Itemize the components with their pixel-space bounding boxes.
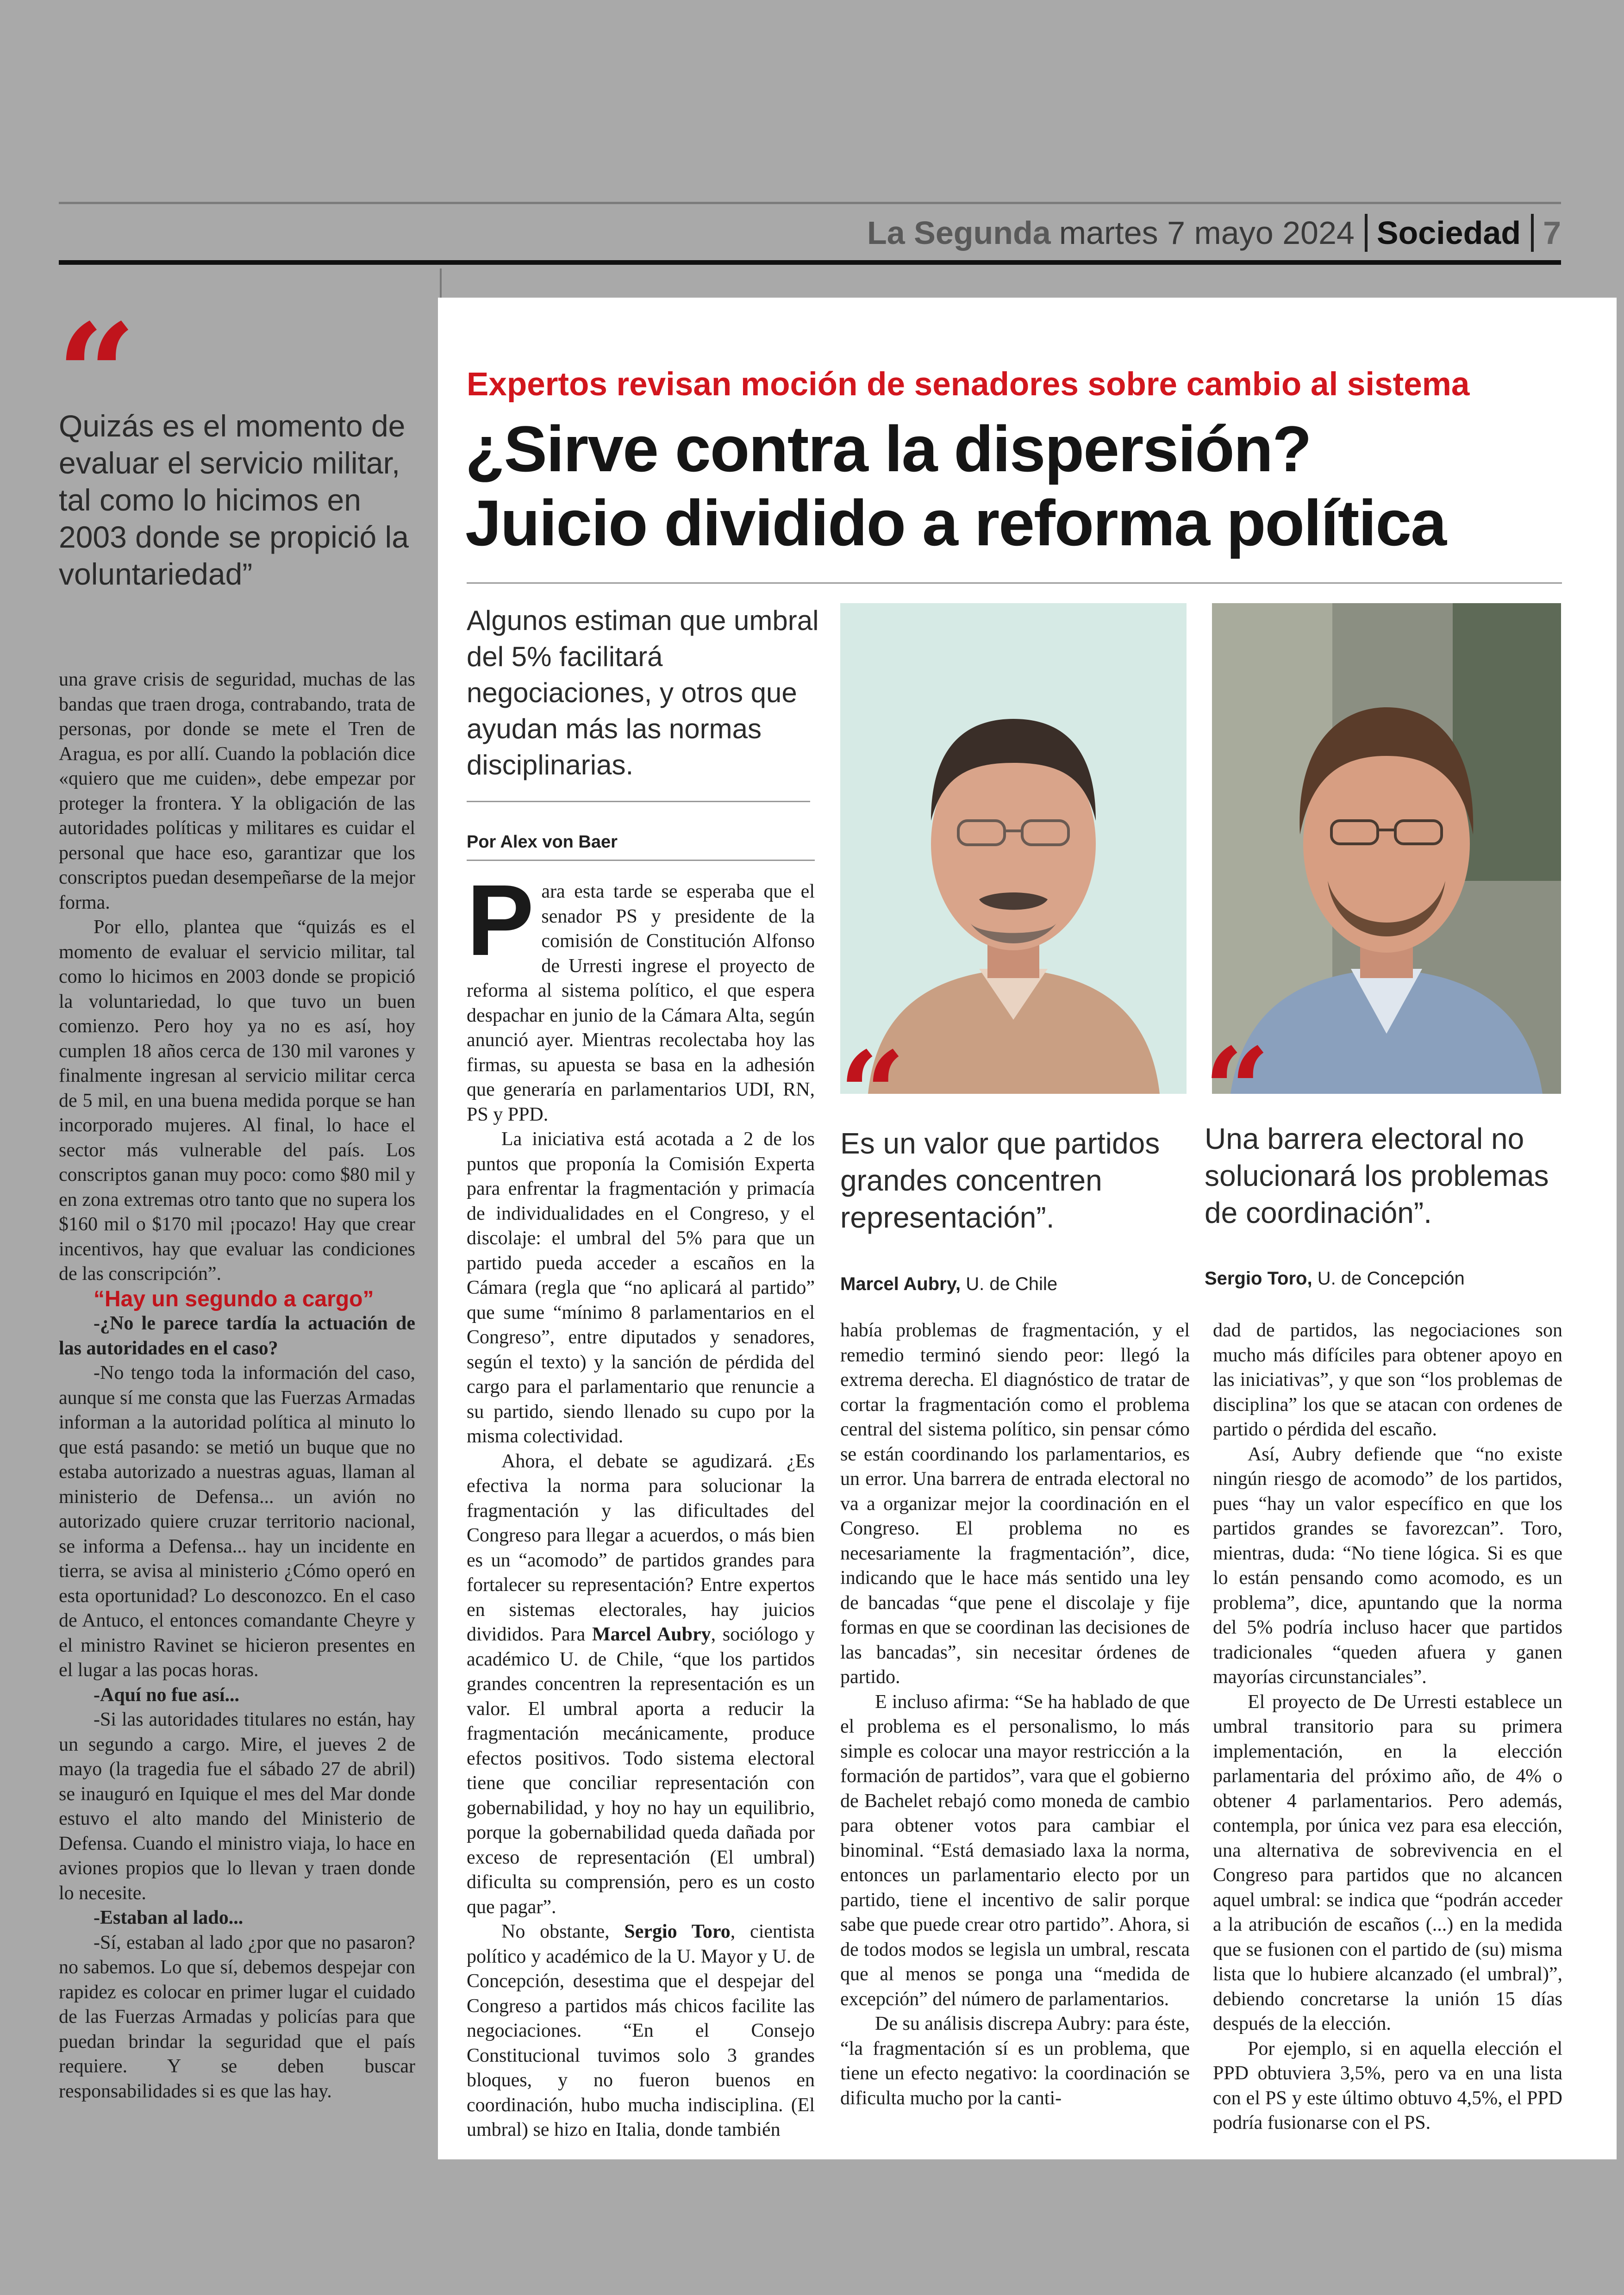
toro-quote-icon: “ <box>1204 1022 1270 1158</box>
left-paragraph: una grave crisis de seguridad, muchas de las bandas que traen droga, contrabando, trata de personas, por donde se mete el Tren de Aragua, es por allí. Cuando la población dice «quiero que me cuiden», debe empezar por proteger la frontera. Y la obligación de las autoridades políticas y militares es cuidar el personal que hace eso, garantizar que los conscriptos puedan desempeñarse de la mejor forma. <box>59 669 415 913</box>
aubry-pull-quote: Es un valor que partidos grandes concentren representación”. <box>840 1127 1160 1234</box>
lead-rule <box>467 801 810 802</box>
aubry-caption <box>840 1274 1057 1295</box>
toro-name: Sergio Toro, <box>1205 1268 1312 1289</box>
masthead-separator-2 <box>1531 214 1534 252</box>
toro-caption <box>1205 1268 1465 1289</box>
newspaper-name: La Segunda <box>867 215 1051 251</box>
article-column-1 <box>467 864 815 2143</box>
toro-pull-quote: Una barrera electoral no solucionará los problemas de coordinación”. <box>1205 1122 1549 1229</box>
source-name: Sergio Toro <box>624 1921 731 1942</box>
page-number: 7 <box>1543 215 1561 251</box>
left-article-body <box>59 667 415 2104</box>
article-byline: Por Alex von Baer <box>467 832 618 852</box>
article-paragraph <box>467 1920 815 2143</box>
drop-cap: P <box>467 864 534 977</box>
headline-rule <box>467 582 1562 584</box>
interview-answer: -Sí, estaban al lado ¿por que no pasaron? no sabemos. Lo que sí, debemos despejar con rapidez es colocar en primer lugar el cuidado de las Fuerzas Armadas y policías para que puedan brindar la seguridad que el país requiere. Y se deben buscar responsabilidades si es que las hay. <box>59 1932 415 2102</box>
interview-answer: -No tengo toda la información del caso, aunque sí me consta que las Fuerzas Armadas informan a la autoridad política al minuto lo que está pasando: se metió un buque que no estaba autorizado a nuestras aguas, llaman al ministerio de Defensa... un avión no autorizado quiere cruzar territorio nacional, se informa a Defensa... hay un incidente en tierra, se avisa al ministerio ¿Cómo operó en esta oportunidad? Lo desconozco. En el caso de Antuco, el entonces comandante Cheyre y el ministro Ravinet se hicieron presentes en el lugar a las pocas horas. <box>59 1362 415 1681</box>
article-lead: Algunos estiman que umbral del 5% facilitará negociaciones, y otros que ayudan más las normas disciplinarias. <box>467 605 819 780</box>
interview-question: -Aquí no fue así... <box>94 1684 240 1706</box>
article-paragraph: La iniciativa está acotada a 2 de los puntos que proponía la Comisión Experta para enfrentar la fragmentación y primacía de individualidades en el Congreso, y el discolaje: el umbral del 5% para que un partido pueda acceder a escaños en la Cámara (regla que “no aplicará al partido” que sume “mínimo 8 parlamentarios en el Congreso”, entre diputados y senadores, según el texto) y la sanción de pérdida del cargo para el parlamentario que renuncie a su partido, siendo llenado su cupo por la misma colectividad. <box>467 1129 815 1447</box>
paragraph-text: No obstante, <box>501 1921 625 1942</box>
left-subhead: “Hay un segundo a cargo” <box>94 1286 374 1311</box>
paragraph-text: Ahora, el debate se agudizará. ¿Es efectiva la norma para solucionar la fragmentación y las dificultades del Congreso para llegar a acuerdos, o más bien es un “acomodo” de partidos grandes para fortalecer su representación? Entre expertos en sistemas electorales, hay juicios divididos. Para <box>467 1450 815 1645</box>
issue-date: martes 7 mayo 2024 <box>1059 215 1355 251</box>
aubry-name: Marcel Aubry, <box>840 1274 961 1294</box>
left-pull-quote: Quizás es el momento de evaluar el servicio militar, tal como lo hicimos en 2003 donde se propició la voluntariedad” <box>59 409 409 591</box>
aubry-affiliation: U. de Chile <box>966 1274 1058 1294</box>
toro-photo <box>1212 603 1561 1094</box>
masthead-separator <box>1365 214 1368 252</box>
interview-question: -Estaban al lado... <box>94 1907 244 1928</box>
article-paragraph <box>467 1449 815 1920</box>
article-paragraph <box>467 864 815 1127</box>
article-paragraph: Así, Aubry defiende que “no existe ningún riesgo de acomodo” de los partidos, pues “hay un valor específico en que los partidos grandes se favorezcan”. Toro, mientras, duda: “No tiene lógica. Si es que lo están pensando como acomodo, es un problema”, dice, apuntando que la norma del 5% podría incluso hacer que partidos tradicionales “queden afuera y ganen mayorías circunstanciales”. <box>1213 1443 1562 1688</box>
source-name: Marcel Aubry <box>592 1624 711 1645</box>
article-paragraph: De su análisis discrepa Aubry: para éste, “la fragmentación sí es un problema, que tiene un efecto negativo: la coordinación se dificulta mucho por la canti- <box>840 2013 1190 2109</box>
paragraph-text: , sociólogo y académico U. de Chile, “que los partidos grandes concentren la representación es un valor. El umbral aporta a reducir la fragmentación mecánicamente, produce efectos positivos. Todo sistema electoral tiene que conciliar representación con gobernabilidad, y hoy no hay un equilibrio, porque la gobernabilidad queda dañada por exceso de representación (El umbral) dificulta su comprensión, pero es un costo que pagar”. <box>467 1624 815 1918</box>
headline-line-1: ¿Sirve contra la dispersión? <box>465 412 1311 485</box>
toro-affiliation: U. de Concepción <box>1317 1268 1465 1289</box>
left-paragraph: Por ello, plantea que “quizás es el momento de evaluar el servicio militar, tal como lo hicimos en 2003 donde se propició la voluntariedad, lo que tuvo un buen comienzo. Pero hoy ya no es así, hoy cumplen 18 años cerca de 130 mil varones y finalmente ingresan al servicio militar cerca de 5 mil, en una buena medida porque se han incorporado mujeres. Al final, lo hace el sector más vulnerable del país. Los conscriptos ganan muy poco: como $80 mil y en zona extremas otro tanto que no supera los $160 mil o $170 mil ¡pocazo! Hay que crear incentivos, hay que evaluar las condiciones de las conscripción”. <box>59 917 415 1285</box>
section-name: Sociedad <box>1376 215 1521 251</box>
interview-question: -¿No le parece tardía la actuación de las autoridades en el caso? <box>59 1313 415 1359</box>
article-headline <box>465 412 1576 560</box>
aubry-quote-icon: “ <box>839 1026 906 1162</box>
headline-line-2: Juicio dividido a reforma política <box>465 486 1446 559</box>
paragraph-text: ara esta tarde se esperaba que el senador PS y presidente de la comisión de Constitución Alfonso de Urresti ingrese el proyecto de reforma al sistema político, el que espera despachar en junio de la Cámara Alta, según anunció ayer. Mientras recolectaba hoy las firmas, su apuesta se basa en la adhesión que generaría en parlamentarios UDI, RN, PS y PPD. <box>467 881 815 1125</box>
article-paragraph: E incluso afirma: “Se ha hablado de que el problema es el personalismo, lo más simple es colocar una mayor restricción a la formación de partidos”, vara que el gobierno de Bachelet rebajó como moneda de cambio para obtener votos para cambiar el binominal. “Está demasiado laxa la norma, entonces un parlamentario electo por un partido, tiene el incentivo de salir porque sabe que puede crear otro partido”. Ahora, si de todos modos se legisla un umbral, rescata que al menos se ponga una “medida de excepción” del número de parlamentarios. <box>840 1691 1190 2010</box>
header-bottom-rule <box>59 260 1561 265</box>
paragraph-text: , cientista político y académico de la U. Mayor y U. de Concepción, desestima que el despejar del Congreso a partidos más chicos facilite las negociaciones. “En el Consejo Constitucional tuvimos solo 3 grandes bloques, y no fueron buenos en coordinación, hubo mucha indisciplina. (El umbral) se hizo en Italia, donde también <box>467 1921 815 2140</box>
article-paragraph: había problemas de fragmentación, y el remedio terminó siendo peor: llegó la extrema derecha. El diagnóstico de tratar de cortar la fragmentación como el problema central del sistema político, sin pensar cómo se están coordinando los parlamentarios, es un error. Una barrera de entrada electoral no va a organizar mejor la coordinación en el Congreso. El problema no es necesariamente la fragmentación”, dice, indicando que le hace más sentido una ley de bancadas “que pene el discolaje y fije formas en que se coordinan las decisiones de las bancadas”, sin necesitar órdenes de partido. <box>840 1320 1190 1688</box>
header-top-rule <box>59 202 1561 204</box>
article-kicker: Expertos revisan moción de senadores sobre cambio al sistema <box>467 366 1470 403</box>
article-paragraph: Por ejemplo, si en aquella elección el PPD obtuviera 3,5%, pero va en una lista con el PS y este último obtuvo 4,5%, el PPD podría fusionarse con el PS. <box>1213 2038 1562 2133</box>
left-quote-icon: “ <box>56 293 137 456</box>
article-paragraph: El proyecto de De Urresti establece un umbral transitorio para su primera implementación, en la elección parlamentaria del próximo año, de 4% o obtener 4 parlamentarios. Pero además, contempla, por única vez para esa elección, una alternativa de sobrevivencia en el Congreso para partidos que no alcancen aquel umbral: se indica que “podrán acceder a la atribución de escaños (...) en la medida que se fusionen con el partido de (su) misma lista que lo hubiere alcanzado (el umbral)”, debiendo concretarse la unión 15 días después de la elección. <box>1213 1691 1562 2034</box>
byline-rule <box>467 860 815 861</box>
interview-answer: -Si las autoridades titulares no están, hay un segundo a cargo. Mire, el jueves 2 de mayo (la tragedia fue el sábado 27 de abril) se inauguró en Iquique el mes del Mar donde estuvo el alto mando del Ministerio de Defensa. Cuando el ministro viaja, lo hace en aviones propios que lo llevan y traen donde lo necesite. <box>59 1709 415 1904</box>
article-paragraph: dad de partidos, las negociaciones son mucho más difíciles para obtener apoyo en las iniciativas”, y que son “los problemas de disciplina” los que se atacan con ordenes de partido o pérdida del escaño. <box>1213 1320 1562 1440</box>
article-column-3 <box>1213 1318 1562 2136</box>
article-column-2 <box>840 1318 1190 2111</box>
masthead <box>867 207 1561 258</box>
aubry-photo <box>840 603 1187 1094</box>
